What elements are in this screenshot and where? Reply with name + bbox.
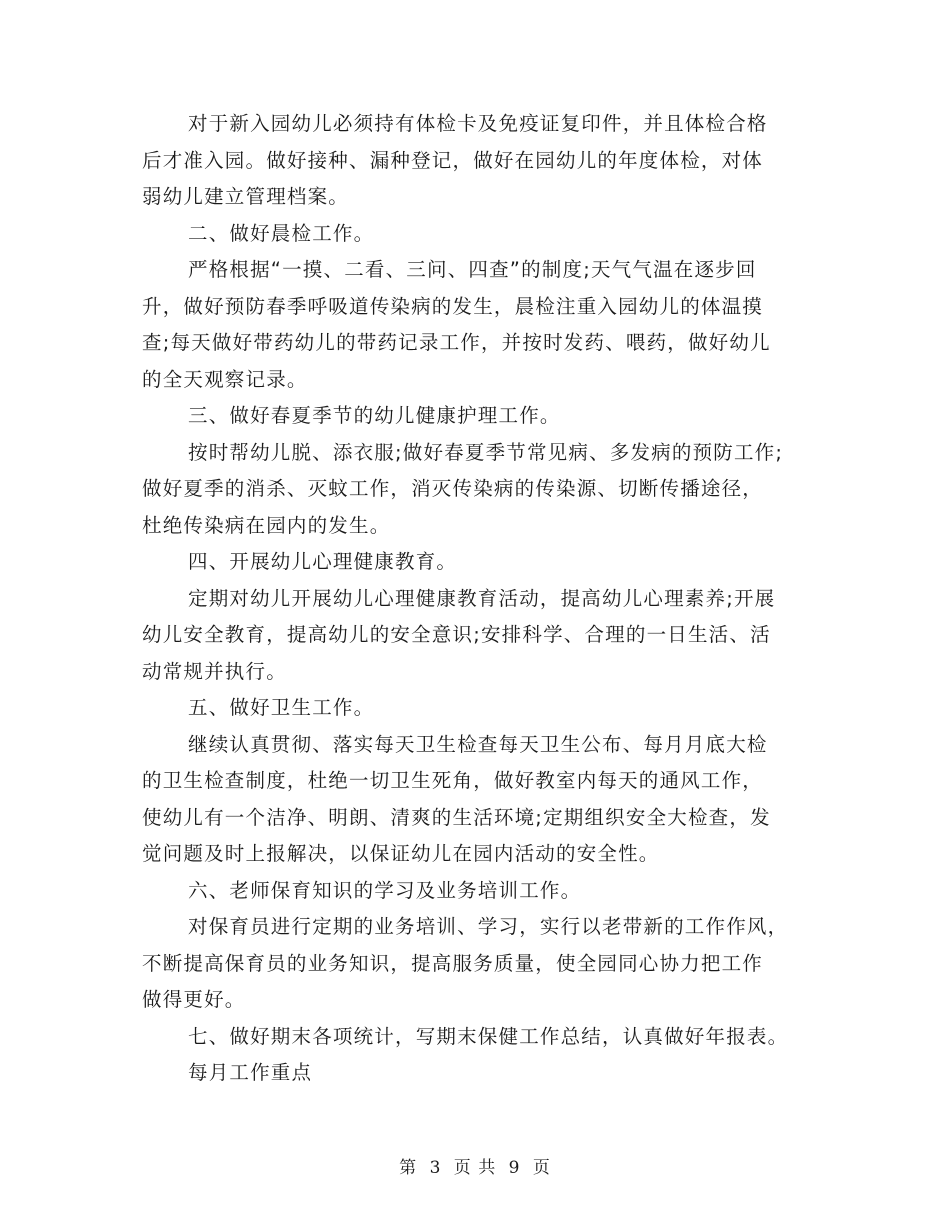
text-line: 按时帮幼儿脱、添衣服;做好春夏季节常见病、多发病的预防工作;	[188, 440, 784, 464]
text-line: 使幼儿有一个洁净、明朗、清爽的生活环境;定期组织安全大检查，发	[142, 805, 771, 829]
text-line: 升，做好预防春季呼吸道传染病的发生，晨检注重入园幼儿的体温摸	[142, 294, 764, 318]
text-line: 的全天观察记录。	[142, 367, 308, 391]
document-body	[142, 106, 822, 1092]
text-line: 后才准入园。做好接种、漏种登记，做好在园幼儿的年度体检，对体	[142, 148, 764, 172]
text-line: 做得更好。	[142, 988, 246, 1011]
text-line: 定期对幼儿开展幼儿心理健康教育活动，提高幼儿心理素养;开展	[188, 586, 776, 610]
text-line: 不断提高保育员的业务知识，提高服务质量，使全园同心协力把工作	[142, 951, 764, 975]
text-line: 每月工作重点	[188, 1061, 313, 1084]
text-line: 查;每天做好带药幼儿的带药记录工作，并按时发药、喂药，做好幼儿	[142, 331, 771, 354]
text-line: 严格根据“一摸、二看、三问、四查”的制度;天气气温在逐步回	[188, 258, 757, 281]
text-line: 弱幼儿建立管理档案。	[142, 185, 350, 208]
text-line: 对保育员进行定期的业务培训、学习，实行以老带新的工作作风，	[188, 915, 789, 938]
text-line: 幼儿安全教育，提高幼儿的安全意识;安排科学、合理的一日生活、活	[142, 623, 771, 646]
footer-total-pages: 9	[508, 1158, 521, 1178]
text-line: 杜绝传染病在园内的发生。	[142, 513, 391, 537]
footer-prefix: 第	[399, 1158, 418, 1178]
text-line: 六、老师保育知识的学习及业务培训工作。	[188, 878, 582, 902]
text-line: 继续认真贯彻、落实每天卫生检查每天卫生公布、每月月底大检	[188, 732, 768, 756]
text-line: 三、做好春夏季节的幼儿健康护理工作。	[188, 404, 561, 427]
text-line: 做好夏季的消杀、灭蚊工作，消灭传染病的传染源、切断传播途径，	[142, 477, 764, 500]
footer-suffix: 页	[532, 1158, 551, 1178]
text-line: 觉问题及时上报解决，以保证幼儿在园内活动的安全性。	[142, 842, 660, 865]
footer-current-page: 3	[429, 1158, 442, 1178]
text-line: 四、开展幼儿心理健康教育。	[188, 550, 458, 573]
page-footer	[0, 1153, 950, 1178]
text-line: 五、做好卫生工作。	[188, 696, 375, 719]
text-line: 七、做好期末各项统计，写期末保健工作总结，认真做好年报表。	[188, 1024, 789, 1048]
text-line: 动常规并执行。	[142, 659, 287, 683]
text-line: 的卫生检查制度，杜绝一切卫生死角，做好教室内每天的通风工作，	[142, 769, 764, 792]
text-line: 二、做好晨检工作。	[188, 221, 375, 245]
text-line: 对于新入园幼儿必须持有体检卡及免疫证复印件，并且体检合格	[188, 112, 768, 135]
footer-middle: 页 共	[453, 1158, 497, 1178]
